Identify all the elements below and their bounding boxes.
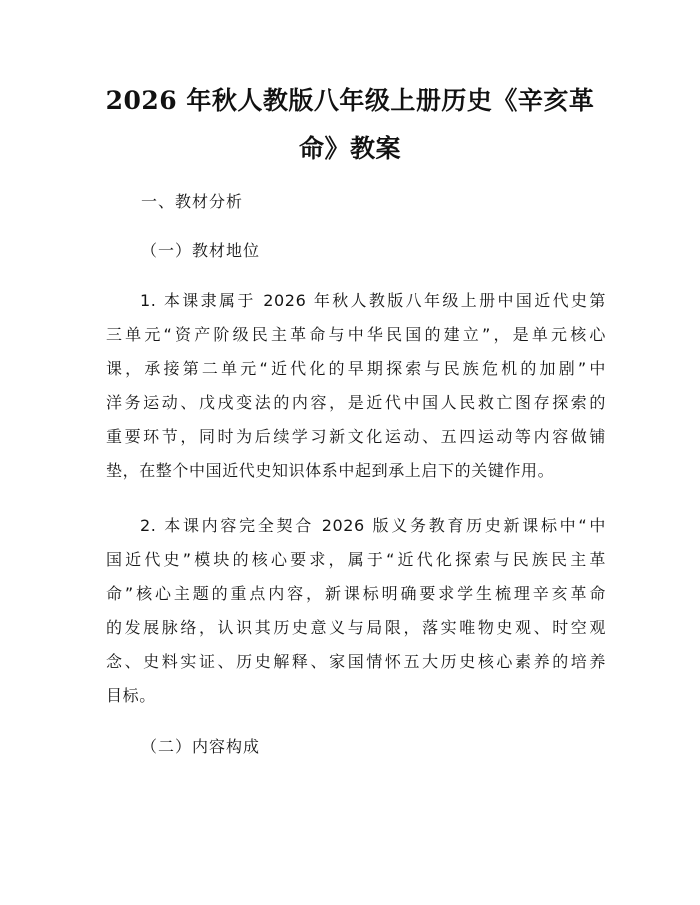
- paragraph-line: 的发展脉络，认识其历史意义与局限，落实唯物史观、时空观: [106, 618, 606, 637]
- paragraph-line: 课，承接第二单元“近代化的早期探索与民族危机的加剧”中: [106, 359, 606, 378]
- paragraph-textbook-position: [106, 284, 606, 488]
- paragraph-line: 念、史料实证、历史解释、家国情怀五大历史核心素养的培养: [106, 652, 606, 671]
- section-heading-textbook-analysis: 一、教材分析: [141, 192, 244, 211]
- paragraph-line: 洋务运动、戊戌变法的内容，是近代中国人民救亡图存探索的: [106, 393, 606, 412]
- paragraph-line: 1. 本课隶属于 2026 年秋人教版八年级上册中国近代史第: [140, 291, 606, 310]
- paragraph-line: 垫，在整个中国近代史知识体系中起到承上启下的关键作用。: [106, 461, 555, 480]
- paragraph-line: 命”核心主题的重点内容，新课标明确要求学生梳理辛亥革命: [106, 584, 606, 603]
- paragraph-curriculum-standard: [106, 509, 606, 713]
- document-title-line-2: 命》教案: [298, 134, 401, 163]
- paragraph-line: 三单元“资产阶级民主革命与中华民国的建立”，是单元核心: [106, 325, 606, 344]
- paragraph-line: 国近代史”模块的核心要求，属于“近代化探索与民族民主革: [106, 550, 606, 569]
- paragraph-line: 2. 本课内容完全契合 2026 版义务教育历史新课标中“中: [140, 516, 606, 535]
- subsection-heading-textbook-position: （一）教材地位: [141, 241, 261, 260]
- paragraph-line: 目标。: [106, 686, 156, 705]
- paragraph-line: 重要环节，同时为后续学习新文化运动、五四运动等内容做铺: [106, 427, 606, 446]
- document-title-line-1: 2026 年秋人教版八年级上册历史《辛亥革: [105, 86, 595, 115]
- subsection-heading-content-structure: （二）内容构成: [141, 737, 261, 756]
